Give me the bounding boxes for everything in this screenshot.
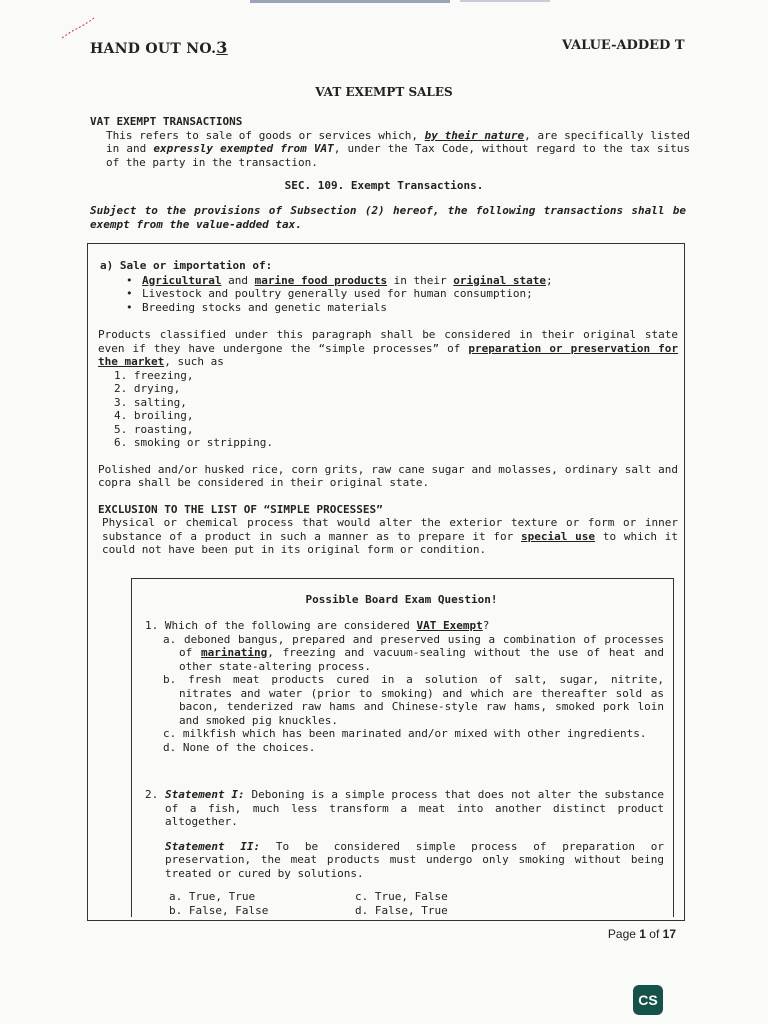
choice-b: b. fresh meat products cured in a solution of salt, sugar, nitrite, nitrates and water (prior to smoking) and which are thereafter sold as bacon, tenderized raw hams and Chinese-style raw hams, smoked pork loin and smoked pig knuckles. [163,673,664,727]
list-item: 3. salting, [114,395,187,409]
exclusion-paragraph: Physical or chemical process that would alter the exterior texture or form or inner substance of a product in such a manner as to prepare it for special use to which it could not have been put in its original form or condition. [102,516,678,556]
question-2 [145,788,664,917]
list-item: • Agricultural and marine food products in their original state; [120,274,678,288]
choice-c: c. milkfish which has been marinated and/or mixed with other ingredients. [163,727,647,740]
statement-2: Statement II: To be considered simple process of preparation or preservation, the meat products must undergo only smoking without being treated or cured by solutions. [165,839,664,880]
answer-choice: d. False, True [355,903,448,917]
sale-importation-section [98,259,678,557]
subject-line: Subject to the provisions of Subsection (2) hereof, the following transactions shall be exempt from the value-added tax. [90,204,686,231]
list-item: 1. freezing, [114,368,194,382]
pen-mark-icon [58,16,98,40]
section-109-heading: SEC. 109. Exempt Transactions. [284,179,484,192]
list-item: 6. smoking or stripping. [114,436,273,449]
polished-paragraph: Polished and/or husked rice, corn grits, raw cane sugar and molasses, ordinary salt and copra shall be considered in their original state. [98,462,678,489]
item-a-label: a) Sale or importation of: [100,259,273,272]
list-item: • Breeding stocks and genetic materials [120,301,678,315]
scan-edge-mark [460,0,550,2]
choice-d: d. None of the choices. [163,740,316,754]
choice-a: a. deboned bangus, prepared and preserved using a combination of processes of marinating, freezing and vacuum-sealing without the use of heat and other state-altering process. [163,632,664,673]
list-item: 2. drying, [114,382,181,395]
answer-choice: b. False, False [169,903,269,917]
products-paragraph: Products classified under this paragraph shall be considered in their original state even if they have undergone the “simple processes” of preparation or preservation for the market, such as [98,328,678,368]
question-1 [145,619,664,754]
simple-processes-list [114,369,678,450]
item-a-list [120,274,678,315]
vat-exempt-transactions-section [90,115,690,169]
list-item: 5. roasting, [114,422,194,436]
camscanner-badge: CS [633,985,663,1015]
exclusion-heading: EXCLUSION TO THE LIST OF “SIMPLE PROCESSES” [98,502,383,516]
answer-choice: a. True, True [169,890,256,903]
page-number: Page 1 of 17 [607,927,676,941]
section-heading: VAT EXEMPT TRANSACTIONS [90,115,243,128]
statement-1: Statement I: Deboning is a simple process that does not alter the substance of a fish, much less transform a meat into another distinct product altogether. [165,788,664,828]
document-subject-title: VALUE-ADDED T [562,38,685,53]
handout-number: HAND OUT NO.3 [90,38,228,57]
question-2-number: 2. [145,788,159,801]
answer-choices [145,890,664,917]
section-paragraph: This refers to sale of goods or services which, by their nature, are specifically listed in and expressly exempted from VAT, under the Tax Code, without regard to the tax situs of the party in the transaction. [106,128,690,169]
answer-choice: c. True, False [355,890,448,903]
list-item: • Livestock and poultry generally used for human consumption; [120,287,678,301]
question-1-stem: 1. Which of the following are considered VAT Exempt? [145,619,490,632]
list-item: 4. broiling, [114,409,194,422]
exam-heading: Possible Board Exam Question! [305,593,498,606]
scan-edge-mark [250,0,450,3]
page-title: VAT EXEMPT SALES [315,85,453,99]
